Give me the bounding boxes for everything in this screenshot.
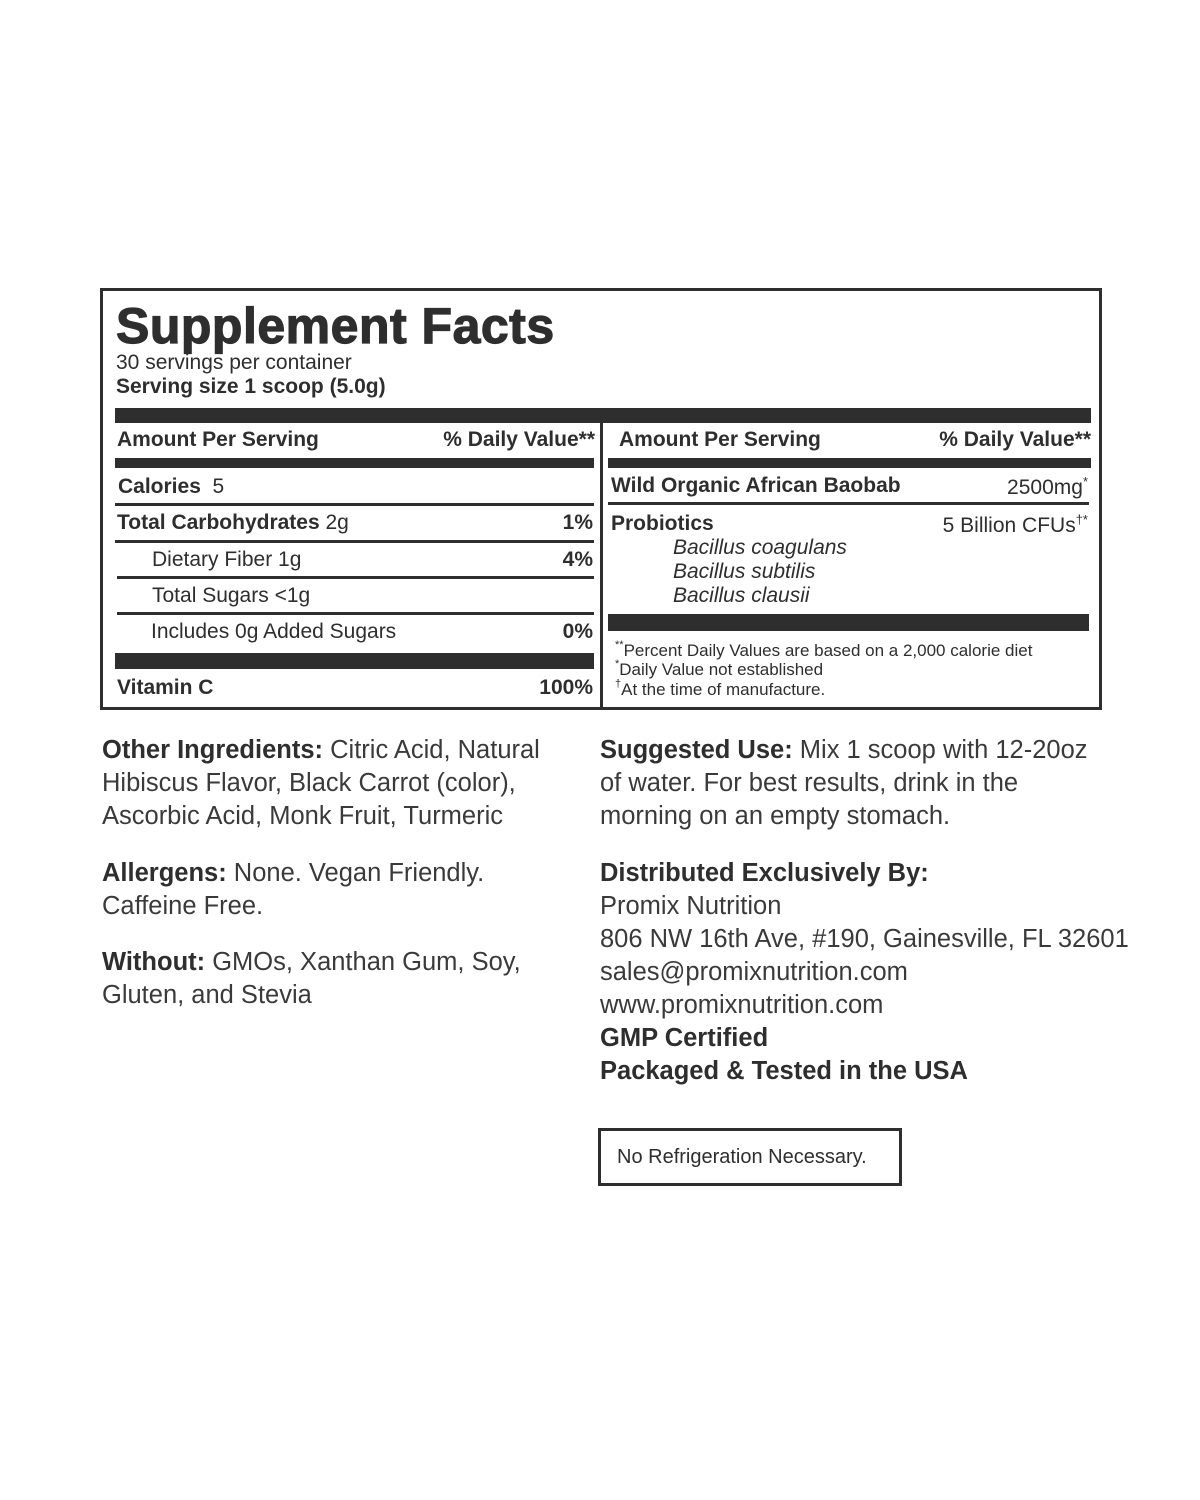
distributor xyxy=(600,857,1129,1088)
without xyxy=(102,946,521,1012)
allergens-label: Allergens: xyxy=(102,859,227,887)
rule-after-sugars xyxy=(117,612,594,615)
left-bottom-bar xyxy=(115,653,594,669)
total-carbs-label: Total Carbohydrates xyxy=(117,511,320,534)
footnote-not-established xyxy=(615,660,823,680)
other-ingredients-line-2: Hibiscus Flavor, Black Carrot (color), xyxy=(102,769,516,797)
right-header-bar xyxy=(608,458,1091,468)
footnote-dv-text: Percent Daily Values are based on a 2,000 calorie diet xyxy=(623,641,1033,660)
rule-after-baobab xyxy=(608,502,1089,505)
other-ingredients-line-1: Citric Acid, Natural xyxy=(323,736,540,764)
added-sugars-label: Includes 0g Added Sugars xyxy=(151,620,397,643)
other-ingredients-label: Other Ingredients: xyxy=(102,736,324,764)
packaged-tested: Packaged & Tested in the USA xyxy=(600,1057,968,1085)
refrigeration-notice: No Refrigeration Necessary. xyxy=(598,1128,902,1186)
right-amount-header: Amount Per Serving xyxy=(619,428,821,451)
left-header-bar xyxy=(115,458,594,468)
total-carbs-dv: 1% xyxy=(562,511,593,534)
supplement-facts-panel xyxy=(100,288,1102,710)
footnote-dv xyxy=(615,641,1032,661)
allergens-line-2: Caffeine Free. xyxy=(102,892,264,920)
column-divider xyxy=(600,423,603,707)
baobab-amount-cell xyxy=(1007,474,1088,500)
footnote-dv-mark: ** xyxy=(615,639,624,651)
fiber-dv: 4% xyxy=(562,548,593,571)
left-amount-header: Amount Per Serving xyxy=(117,428,319,451)
suggested-use-line-1: Mix 1 scoop with 12-20oz xyxy=(792,736,1088,764)
rule-after-calories xyxy=(115,503,594,506)
suggested-use-line-2: of water. For best results, drink in the xyxy=(600,769,1019,797)
suggested-use-label: Suggested Use: xyxy=(600,736,793,764)
calories-row xyxy=(118,475,224,499)
without-line-2: Gluten, and Stevia xyxy=(102,981,312,1009)
distributor-name: Promix Nutrition xyxy=(600,892,782,920)
probiotics-amount: 5 Billion CFUs xyxy=(942,514,1076,537)
footnote-mf-text: At the time of manufacture. xyxy=(621,680,826,699)
total-carbs-amount: 2g xyxy=(325,511,349,534)
other-ingredients xyxy=(102,734,540,833)
gmp-certified: GMP Certified xyxy=(600,1024,769,1052)
baobab-label: Wild Organic African Baobab xyxy=(611,474,901,497)
added-sugars-dv: 0% xyxy=(562,620,593,643)
facts-title: Supplement Facts xyxy=(116,298,555,354)
suggested-use-line-3: morning on an empty stomach. xyxy=(600,802,951,830)
footnote-ne-mark: * xyxy=(615,658,620,670)
right-dv-header: % Daily Value** xyxy=(939,428,1091,451)
rule-after-fiber xyxy=(117,576,594,579)
total-carbs-row xyxy=(117,511,349,535)
servings-per-container: 30 servings per container xyxy=(116,351,352,374)
distributor-label: Distributed Exclusively By: xyxy=(600,859,929,887)
probiotics-mark: †* xyxy=(1075,512,1088,527)
footnote-ne-text: Daily Value not established xyxy=(619,660,824,679)
calories-label: Calories xyxy=(118,475,201,498)
calories-value: 5 xyxy=(212,475,225,498)
distributor-email: sales@promixnutrition.com xyxy=(600,958,908,986)
without-label: Without: xyxy=(102,948,206,976)
top-thick-bar xyxy=(115,408,1091,423)
vitamin-c-dv: 100% xyxy=(539,676,593,699)
serving-size: Serving size 1 scoop (5.0g) xyxy=(116,375,386,398)
footnote-manufacture xyxy=(615,680,825,700)
strain-2: Bacillus subtilis xyxy=(673,560,816,583)
suggested-use xyxy=(600,734,1088,833)
fiber-label: Dietary Fiber 1g xyxy=(152,548,302,571)
allergens xyxy=(102,857,484,923)
baobab-mark: * xyxy=(1082,474,1088,489)
sugars-label: Total Sugars <1g xyxy=(152,584,311,607)
probiotics-amount-cell xyxy=(943,512,1088,538)
strain-1: Bacillus coagulans xyxy=(673,536,847,559)
distributor-website: www.promixnutrition.com xyxy=(600,991,884,1019)
without-line-1: GMOs, Xanthan Gum, Soy, xyxy=(205,948,521,976)
allergens-line-1: None. Vegan Friendly. xyxy=(226,859,485,887)
probiotics-label: Probiotics xyxy=(611,512,714,535)
footnote-mf-mark: † xyxy=(615,678,622,690)
other-ingredients-line-3: Ascorbic Acid, Monk Fruit, Turmeric xyxy=(102,802,504,830)
right-bottom-bar xyxy=(608,614,1089,631)
left-dv-header: % Daily Value** xyxy=(443,428,595,451)
baobab-amount: 2500mg xyxy=(1007,476,1083,499)
vitamin-c-label: Vitamin C xyxy=(117,676,214,699)
strain-3: Bacillus clausii xyxy=(673,584,810,607)
rule-after-carbs xyxy=(115,540,594,543)
distributor-address: 806 NW 16th Ave, #190, Gainesville, FL 32601 xyxy=(600,925,1129,953)
